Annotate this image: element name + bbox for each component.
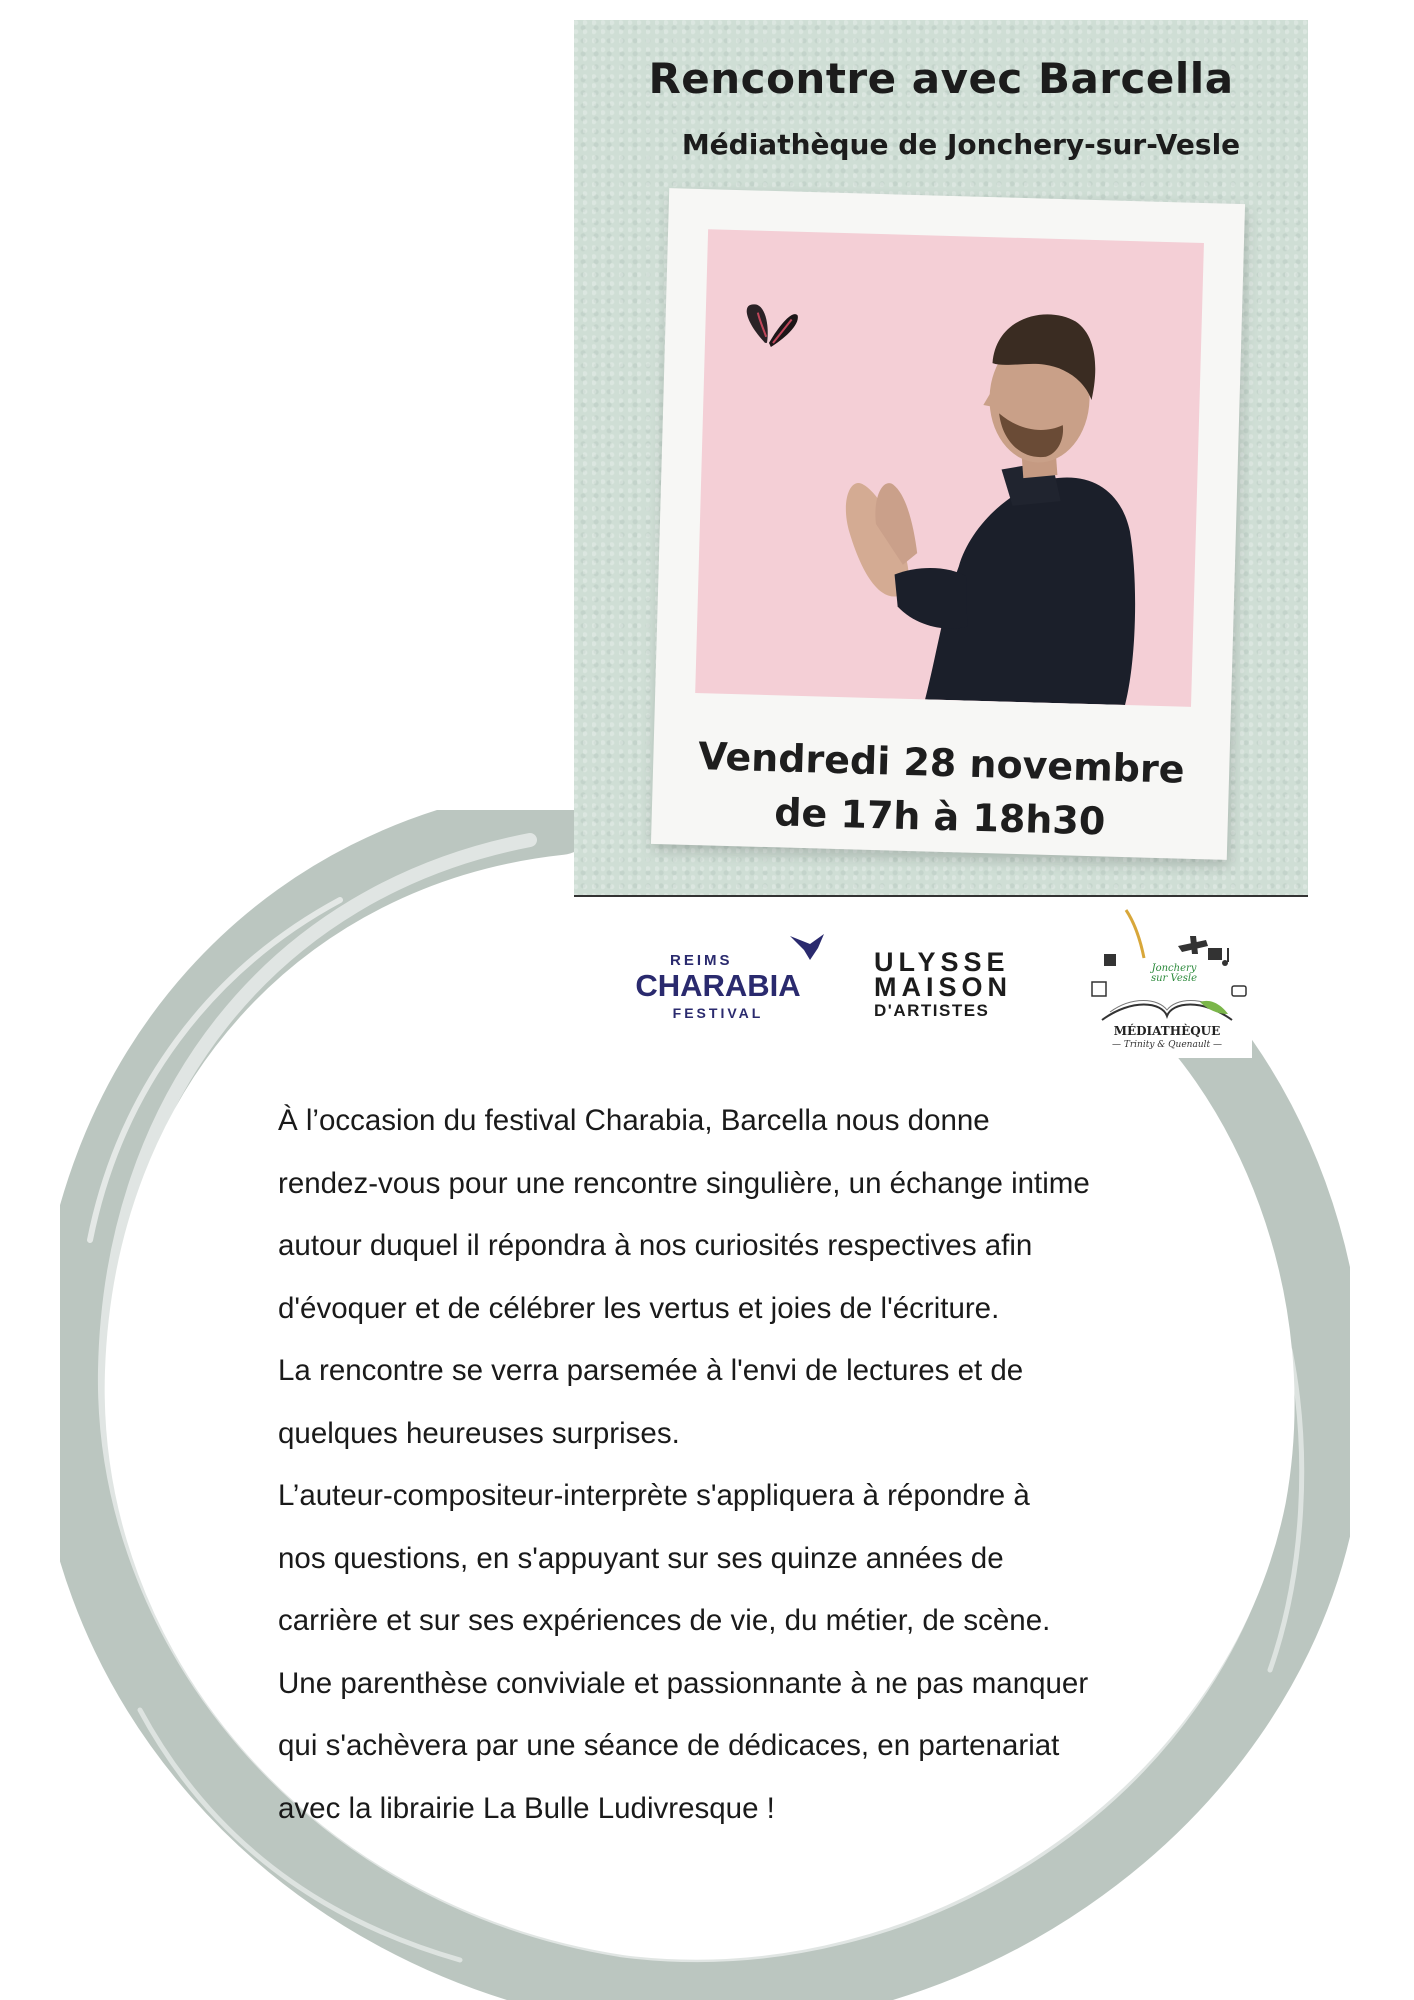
butterfly-icon [746, 304, 798, 348]
description-line: nos questions, en s'appuyant sur ses quinze années de [278, 1541, 1004, 1575]
charabia-festival-logo [600, 930, 836, 1026]
event-description [278, 1090, 1198, 1840]
poster-subtitle: Médiathèque de Jonchery-sur-Vesle [681, 128, 1241, 161]
ulysse-line2: MAISON [874, 972, 1012, 1002]
description-line: La rencontre se verra parsemée à l'envi de lectures et de [278, 1354, 1024, 1387]
event-date-line2: de 17h à 18h30 [773, 790, 1106, 844]
description-line: rendez-vous pour une rencontre singulière, un échange intime [278, 1166, 1090, 1200]
mediatheque-logo [1082, 902, 1252, 1058]
event-date-line1: Vendredi 28 novembre [697, 734, 1186, 792]
description-line: quelques heureuses surprises. [278, 1416, 680, 1450]
description-line: carrière et sur ses expériences de vie, du métier, de scène. [278, 1604, 1051, 1637]
description-line: L’auteur-compositeur-interprète s'appliquera à répondre à [278, 1479, 1030, 1512]
mediatheque-town: Jonchery sur Vesle [1150, 963, 1197, 984]
poster-title: Rencontre avec Barcella [648, 54, 1234, 103]
description-line: À l’occasion du festival Charabia, Barcella nous donne [278, 1104, 990, 1137]
description-line: qui s'achèvera par une séance de dédicaces, en partenariat [278, 1729, 1060, 1762]
charabia-top-label: REIMS [670, 952, 733, 969]
description-line: Une parenthèse conviviale et passionnante à ne pas manquer [278, 1666, 1089, 1700]
charabia-main-label: CHARABIA [635, 968, 801, 1003]
ulysse-maison-artistes-logo [874, 947, 1014, 1022]
ulysse-line1: ULYSSE [874, 947, 1010, 977]
description-line: d'évoquer et de célébrer les vertus et joies de l'écriture. [278, 1291, 1000, 1325]
polaroid-frame [651, 188, 1245, 860]
mediatheque-name: MÉDIATHÈQUE [1113, 1024, 1221, 1038]
event-date [651, 728, 1230, 852]
artist-photo [695, 229, 1204, 707]
description-line: autour duquel il répondra à nos curiosités respectives afin [278, 1229, 1033, 1262]
artist-figure [841, 309, 1144, 705]
hummingbird-icon [788, 930, 828, 964]
charabia-bottom-label: FESTIVAL [672, 1005, 764, 1021]
mediatheque-subtitle: — Trinity & Quenault — [1112, 1040, 1222, 1050]
event-poster [574, 20, 1308, 896]
ulysse-line3: D'ARTISTES [874, 1001, 990, 1020]
poster-divider [574, 895, 1308, 897]
description-line: avec la librairie La Bulle Ludivresque ! [278, 1791, 775, 1825]
